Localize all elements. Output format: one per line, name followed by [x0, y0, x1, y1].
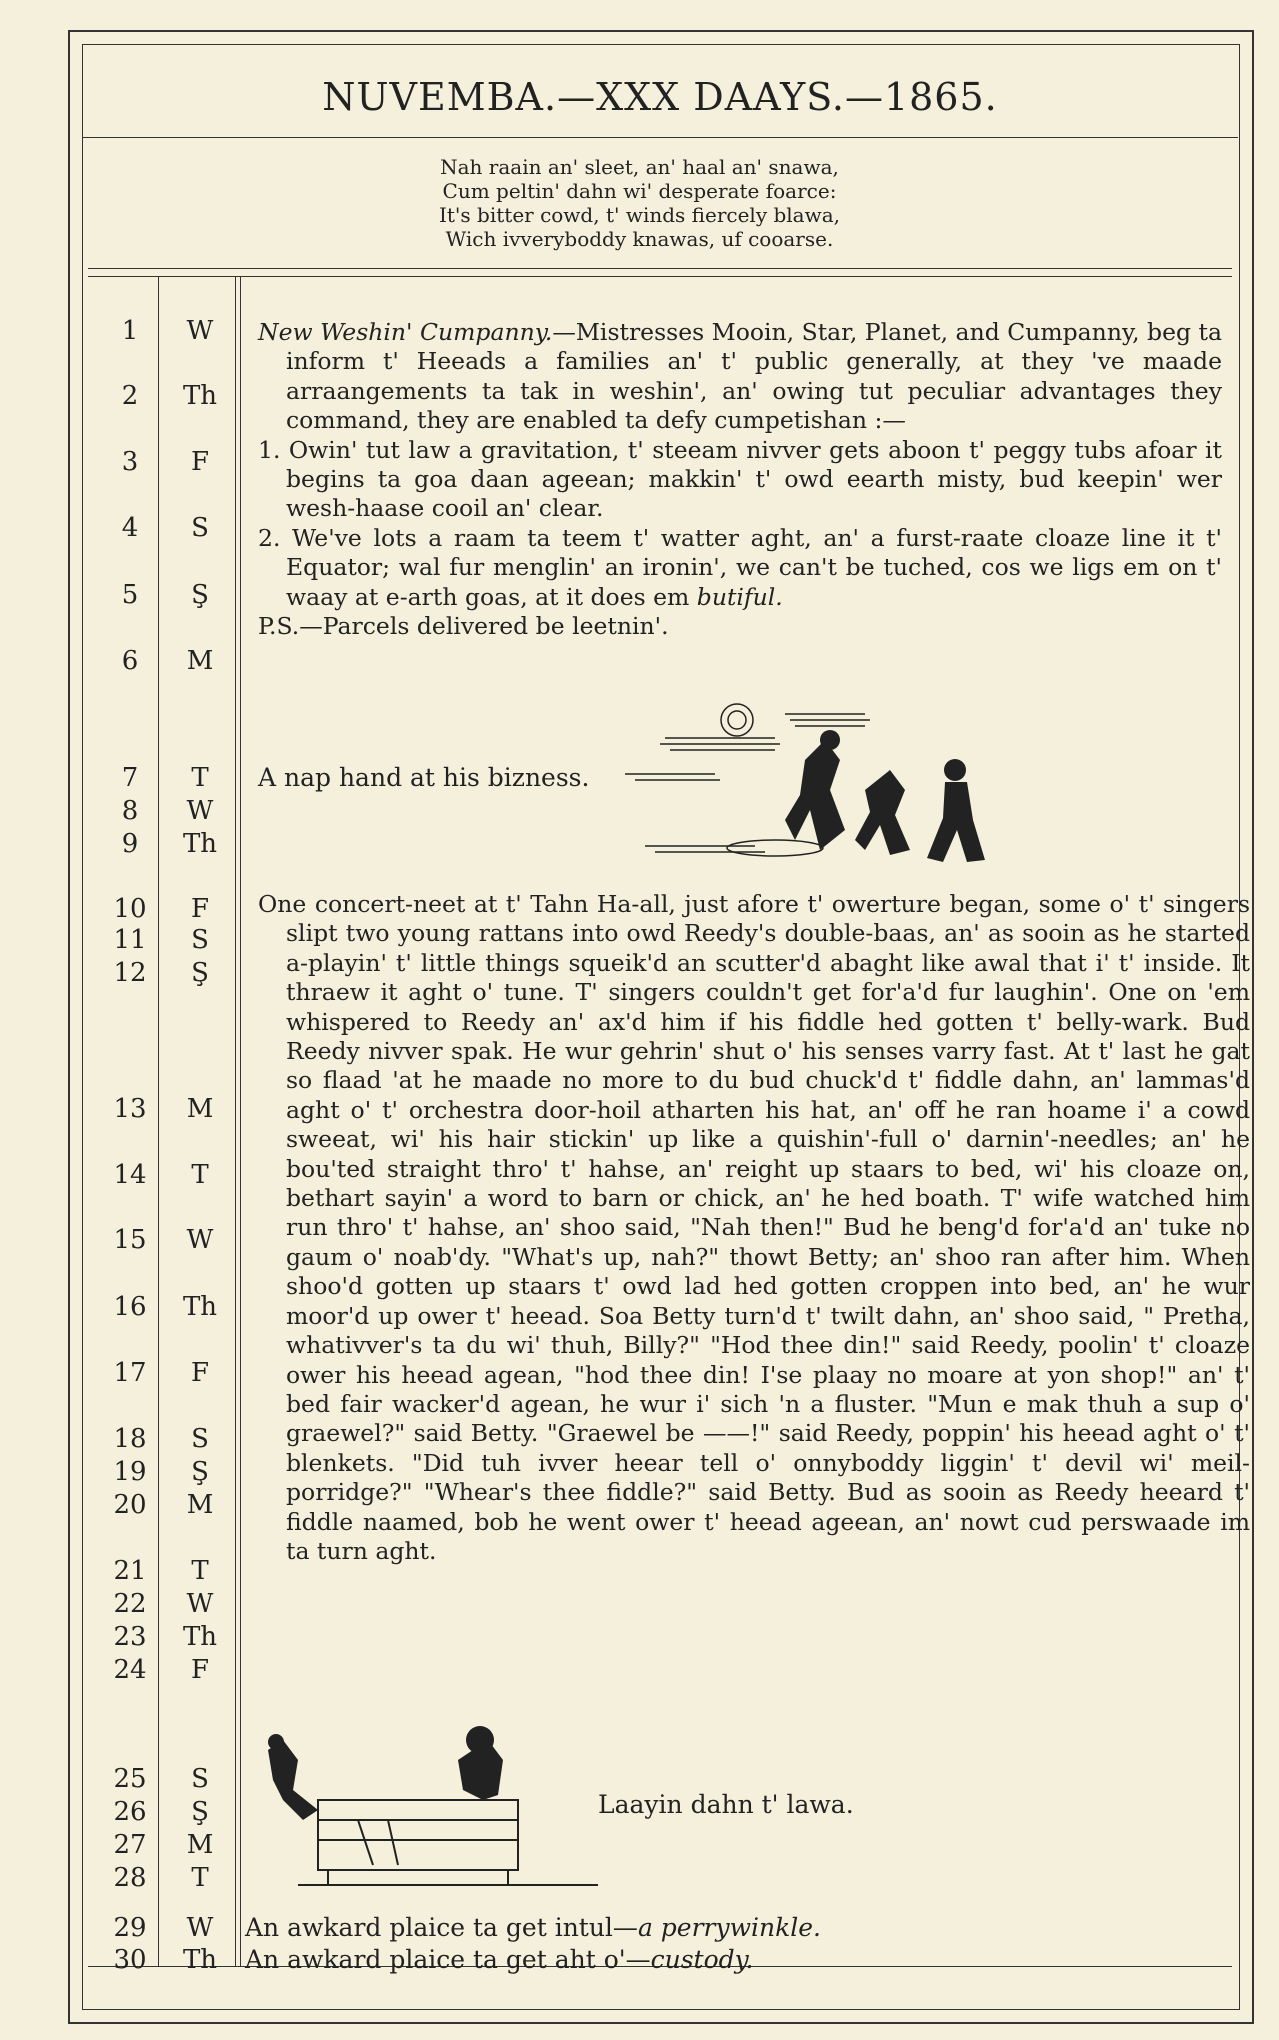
riddles — [245, 1912, 1209, 1976]
weekday: F — [190, 894, 210, 924]
weekday: Th — [182, 829, 218, 859]
day-number: 18 — [113, 1424, 147, 1454]
weekday: W — [186, 1913, 214, 1943]
caption-laying-down: Laayin dahn t' lawa. — [598, 1790, 854, 1819]
notice-intro — [258, 318, 1222, 436]
weekday: S — [191, 1764, 209, 1794]
notice-item-2-text: 2. We've lots a raam ta teem t' watter aght, an' a furst-raate cloaze line it t' Equator; wal fur menglin' an ironin', we can't be tuched, cos we ligs em on t' waay at e-arth goas, at it does em — [258, 523, 1222, 611]
weekday: W — [186, 1589, 214, 1619]
weekday: Th — [182, 1622, 218, 1652]
weekday: M — [186, 1094, 214, 1124]
day-number: 5 — [121, 580, 139, 610]
verse — [0, 155, 1279, 251]
riddle-2-answer: custody. — [650, 1945, 754, 1974]
weekday: F — [190, 1655, 210, 1685]
notice-item-2-ending: butiful. — [696, 582, 783, 611]
column-rule-weekdays-b — [240, 276, 241, 1966]
title-rule — [82, 137, 1238, 138]
page-title: NUVEMBA.—XXX DAAYS.—1865. — [322, 75, 998, 119]
day-number: 7 — [121, 763, 139, 793]
day-number: 30 — [113, 1945, 147, 1975]
weekday: T — [191, 763, 209, 793]
notice-item-2 — [258, 524, 1222, 612]
weekday: Ş — [191, 580, 209, 610]
verse-line: It's bitter cowd, t' winds fiercely blawa, — [438, 203, 841, 227]
weekday: W — [186, 316, 214, 346]
day-number: 19 — [113, 1457, 147, 1487]
weekday: Ş — [191, 958, 209, 988]
day-number: 10 — [113, 894, 147, 924]
weekday: Ş — [191, 1457, 209, 1487]
weekday: S — [191, 1424, 209, 1454]
riddle-1-answer: a perrywinkle. — [637, 1913, 821, 1942]
bed-illustration — [258, 1720, 603, 1900]
weekday: M — [186, 646, 214, 676]
weekday: T — [191, 1556, 209, 1586]
weekday: M — [186, 1490, 214, 1520]
notice-intro-text: —Mistresses Mooin, Star, Planet, and Cumpanny, beg ta inform t' Heeads a families an' t' public generally, at they 've maade arraangements ta tak in weshin', an' owing tut peculiar advantages they command, they are enabled ta defy cumpetishan :— — [286, 318, 1222, 435]
day-number: 9 — [121, 829, 139, 859]
day-number: 2 — [121, 381, 139, 411]
day-number: 23 — [113, 1622, 147, 1652]
verse-rule-top — [88, 268, 1232, 269]
story: One concert-neet at t' Tahn Ha-all, just afore t' owerture began, some o' t' singers slipt two young rattans into owd Reedy's double-baas, an' as sooin as he started a-playin' t' little things squeik'd an scutter'd abaght like awal that i' t' inside. It thraew it aght o' tune. T' singers couldn't get for'a'd fur laughin'. One on 'em whispered to Reedy an' ax'd him if his fiddle hed gotten t' belly-wark. Bud Reedy nivver spak. He wur gehrin' shut o' his senses varry fast. At t' last he gat so flaad 'at he maade no more to du bud chuck'd t' fiddle dahn, an' lammas'd aght o' t' orchestra door-hoil atharten his hat, an' off he ran hoame i' a cowd sweeat, wi' his hair stickin' up like a quishin'-full o' darnin'-needles; an' he bou'ted straight thro' t' hahse, an' reight up staars to bed, wi' his cloaze on, bethart sayin' a word to barn or chick, an' he hed boath. T' wife watched him run thro' t' hahse, an' shoo said, "Nah then!" Bud he beng'd for'a'd an' tuke no gaum o' noab'dy. "What's up, nah?" thowt Betty; an' shoo ran after him. When shoo'd gotten up staars t' owd lad hed gotten croppen into bed, an' he wur moor'd up ower t' heead. Soa Betty turn'd t' twilt dahn, an' shoo said, " Pretha, whativver's ta du wi' thuh, Billy?" "Hod thee din!" said Reedy, poolin' t' cloaze ower his heead agean, "hod thee din! I'se plaay no moare at yon shop!" an' t' bed fair wacker'd agean, he wur i' sich 'n a fluster. "Mun e mak thuh a sup o' graewel?" said Betty. "Graewel be ——!" said Reedy, poppin' his heead aght o' t' blenkets. "Did tuh ivver heear tell o' onnyboddy liggin' t' devil wi' meil-porridge?" "Whear's thee fiddle?" said Betty. Bud as sooin as Reedy heeard t' fiddle naamed, bob he went ower t' heead ageean, an' nowt cud perswaade im ta turn aght. — [258, 890, 1250, 1565]
riddle-1 — [245, 1912, 1209, 1944]
day-number: 24 — [113, 1655, 147, 1685]
day-number: 22 — [113, 1589, 147, 1619]
day-number: 3 — [121, 447, 139, 477]
weekday: T — [191, 1863, 209, 1893]
day-number: 26 — [113, 1797, 147, 1827]
weekday: Ş — [191, 1797, 209, 1827]
verse-line: Wich ivveryboddy knawas, uf cooarse. — [445, 227, 834, 251]
notice-heading: New Weshin' Cumpanny. — [258, 318, 553, 346]
notice — [258, 318, 1222, 641]
weekday: F — [190, 447, 210, 477]
weekday: S — [191, 925, 209, 955]
riddle-2 — [245, 1944, 1209, 1976]
weekday: W — [186, 1225, 214, 1255]
weekday: Th — [182, 1292, 218, 1322]
riddle-1-question: An awkard plaice ta get intul— — [245, 1913, 638, 1942]
day-number: 12 — [113, 958, 147, 988]
day-number: 6 — [121, 646, 139, 676]
weekday: M — [186, 1830, 214, 1860]
weekday: T — [191, 1160, 209, 1190]
day-number: 28 — [113, 1863, 147, 1893]
day-number: 16 — [113, 1292, 147, 1322]
verse-rule-bottom — [88, 276, 1232, 277]
day-number: 11 — [113, 925, 147, 955]
column-rule-weekdays-a — [235, 276, 236, 1966]
notice-item-1: 1. Owin' tut law a gravitation, t' steeam nivver gets aboon t' peggy tubs afoar it begins ta goa daan ageean; makkin' t' owd eearth misty, bud keepin' wer wesh-haase cooil an' clear. — [258, 435, 1222, 523]
day-number: 15 — [113, 1225, 147, 1255]
day-number: 14 — [113, 1160, 147, 1190]
weekday: S — [191, 513, 209, 543]
day-number: 20 — [113, 1490, 147, 1520]
day-number: 1 — [121, 316, 139, 346]
notice-ps: P.S.—Parcels delivered be leetnin'. — [258, 612, 669, 641]
weekday: Th — [182, 381, 218, 411]
day-number: 4 — [121, 513, 139, 543]
weekday: F — [190, 1358, 210, 1388]
verse-line: Cum peltin' dahn wi' desperate foarce: — [442, 179, 837, 203]
weekday: Th — [182, 1945, 218, 1975]
washerwoman-illustration — [625, 700, 1010, 870]
day-number: 8 — [121, 796, 139, 826]
day-number: 13 — [113, 1094, 147, 1124]
day-number: 27 — [113, 1830, 147, 1860]
day-number: 17 — [113, 1358, 147, 1388]
caption-nap-hand: A nap hand at his bizness. — [258, 763, 590, 792]
day-number: 25 — [113, 1764, 147, 1794]
day-number: 21 — [113, 1556, 147, 1586]
verse-line: Nah raain an' sleet, an' haal an' snawa, — [440, 155, 839, 179]
riddle-2-question: An awkard plaice ta get aht o'— — [245, 1945, 651, 1974]
day-number: 29 — [113, 1913, 147, 1943]
weekday: W — [186, 796, 214, 826]
